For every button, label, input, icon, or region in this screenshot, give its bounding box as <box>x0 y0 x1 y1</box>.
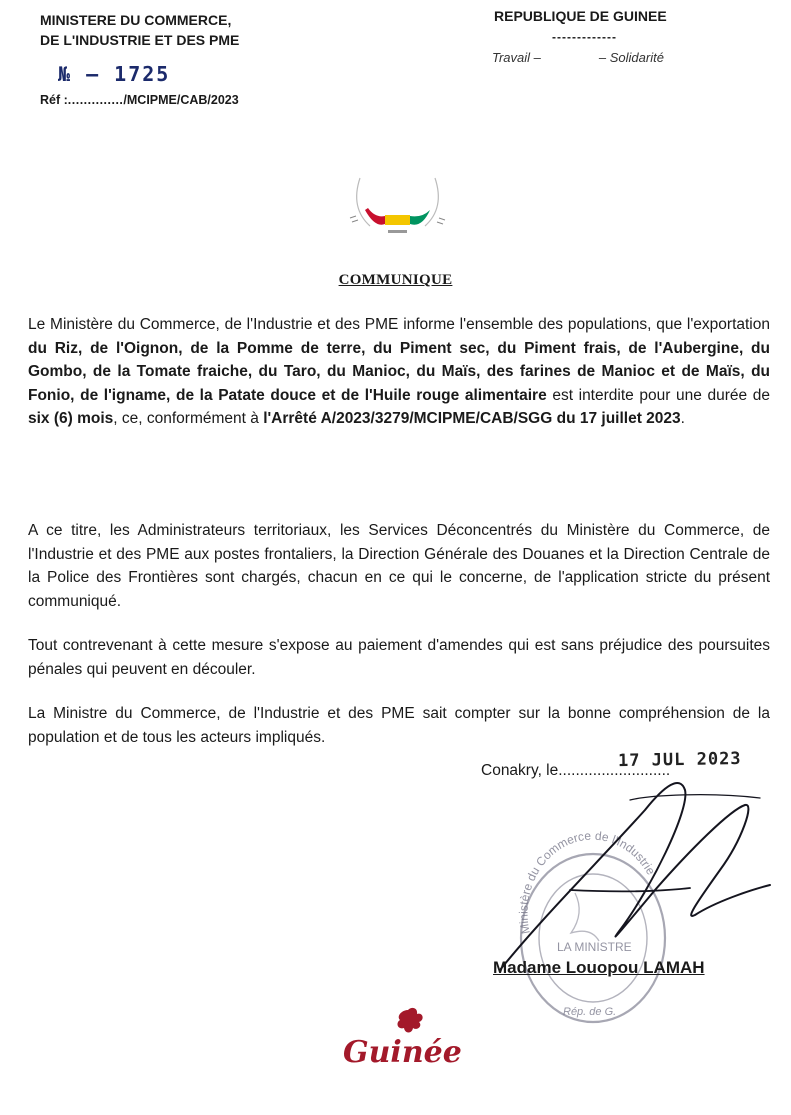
seal-center-text: LA MINISTRE <box>557 940 632 954</box>
logo-text: Guinée <box>343 1035 462 1070</box>
document-title: COMMUNIQUE <box>338 272 453 288</box>
ref-label: Réf : <box>40 93 68 107</box>
paragraph-2: A ce titre, les Administrateurs territoriaux, les Services Déconcentrés du Ministère du Commerce, de l'Industrie et des PME aux postes frontaliers, la Direction Générale des Douanes et la Direction Centrale de la Police des Frontières sont chargés, chacun en ce qui le concerne, de l'application stricte du présent communiqué. <box>28 522 770 610</box>
place-prefix: Conakry, le <box>481 762 559 779</box>
reference-line <box>40 93 239 107</box>
p1-duration: six (6) mois <box>28 410 114 427</box>
paragraph-4: La Ministre du Commerce, de l'Industrie et des PME sait compter sur la bonne compréhension de la population et de tous les acteurs impliqués. <box>28 705 770 746</box>
p1-text-3: est interdite pour une durée de <box>546 386 770 404</box>
seal-bottom-text: Rép. de G. <box>563 1006 617 1018</box>
guinee-logo <box>335 1004 465 1074</box>
national-motto <box>492 50 664 65</box>
republic-dashes: ------------- <box>552 30 617 44</box>
p1-text-1: Le Ministère du Commerce, de l'Industrie et des PME informe l'ensemble des populations, que l'exportation <box>28 316 770 333</box>
republic-header: REPUBLIQUE DE GUINEE <box>494 8 667 24</box>
handwritten-signature <box>480 770 780 990</box>
motto-right: – Solidarité <box>598 50 664 65</box>
p1-text-5: , ce, conformément à <box>113 410 264 427</box>
p1-decree: l'Arrêté A/2023/3279/MCIPME/CAB/SGG du 17 juillet 2023 <box>263 410 681 427</box>
place-dots: .......................... <box>558 762 671 779</box>
paragraph-1 <box>28 313 770 431</box>
signatory-name: Madame Louopou LAMAH <box>493 958 705 977</box>
p1-products: du Riz, de l'Oignon, de la Pomme de terre, du Piment sec, du Piment frais, de l'Aubergine, du Gombo, de la Tomate fraiche, du Taro, du Manioc, du Maïs, des farines de Manioc et de Maïs, du Fonio, de l'igname, de la Patate douce et de l'Huile rouge alimentaire <box>28 339 770 404</box>
ministry-line-2: DE L'INDUSTRIE ET DES PME <box>40 32 240 48</box>
ref-value: /MCIPME/CAB/2023 <box>123 93 239 107</box>
ministry-header <box>40 10 239 50</box>
motto-left: Travail – <box>492 50 541 65</box>
national-emblem-icon <box>330 148 465 248</box>
p1-text-7: . <box>680 410 685 427</box>
paragraph-3: Tout contrevenant à cette mesure s'expose au paiement d'amendes qui est sans préjudice des poursuites pénales qui peuvent en découler. <box>28 637 770 678</box>
date-stamp: 17 JUL 2023 <box>617 748 742 772</box>
ref-dots: .............. <box>67 93 124 107</box>
ministry-line-1: MINISTERE DU COMMERCE, <box>40 12 232 28</box>
seal-ring-text: Ministère du Commerce de l'Industrie <box>516 828 659 936</box>
document-number: № – 1725 <box>58 62 171 86</box>
